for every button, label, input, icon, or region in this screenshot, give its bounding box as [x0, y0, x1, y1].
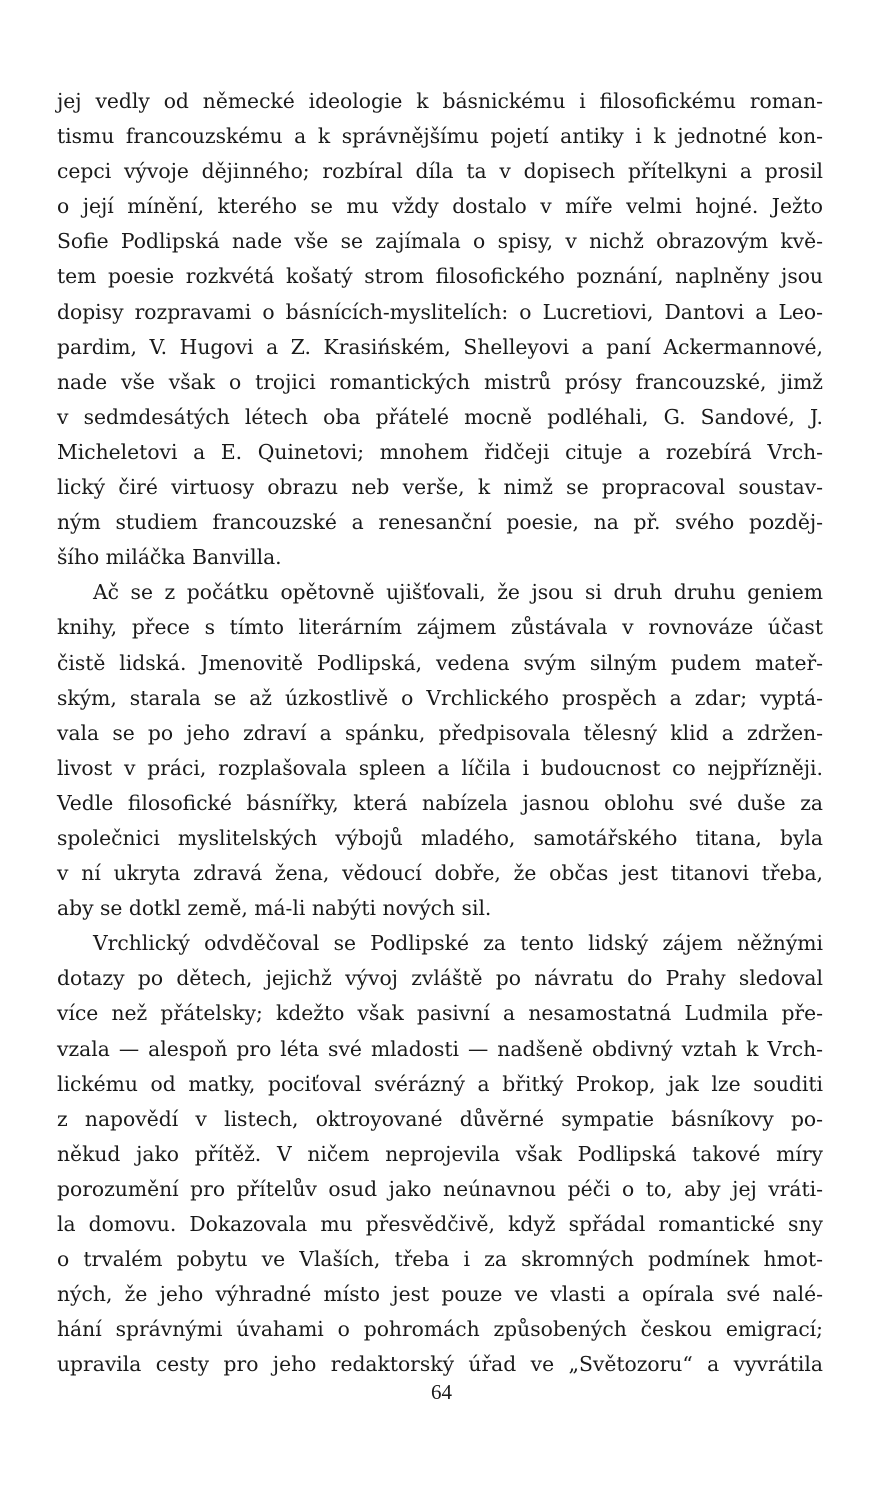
text-line: v sedmdesátých létech oba přátelé mocně podléhali, G. Sandové, J. — [57, 404, 823, 429]
text-line: Micheletovi a E. Quinetovi; mnohem řidčeji cituje a rozebírá Vrch- — [57, 439, 823, 464]
text-line: v ní ukryta zdravá žena, vědoucí dobře, že občas jest titanovi třeba, — [57, 861, 823, 886]
text-line: lickému od matky, pociťoval svérázný a břitký Prokop, jak lze souditi — [57, 1071, 823, 1096]
text-line: ným studiem francouzské a renesanční poesie, na př. svého pozděj- — [57, 510, 823, 535]
paragraph-1 — [57, 84, 823, 575]
text-line: knihy, přece s tímto literárním zájmem zůstávala v rovnováze účast — [57, 615, 823, 640]
text-line: šího miláčka Banvilla. — [57, 545, 282, 570]
text-line: upravila cesty pro jeho redaktorský úřad ve „Světozoru“ a vyvrátila — [57, 1352, 823, 1377]
text-line: dotazy po dětech, jejichž vývoj zvláště po návratu do Prahy sledoval — [57, 966, 823, 991]
text-line: Vrchlický odvděčoval se Podlipské za tento lidský zájem něžnými — [93, 931, 823, 956]
text-line: jej vedly od německé ideologie k básnickému i filosofickému roman- — [57, 89, 823, 113]
paragraph-2 — [57, 575, 823, 926]
text-line: ných, že jeho výhradné místo jest pouze ve vlasti a opírala své nalé- — [57, 1282, 823, 1307]
text-line: lický čiré virtuosy obrazu neb verše, k nimž se propracoval soustav- — [57, 475, 823, 500]
text-line: někud jako přítěž. V ničem neprojevila však Podlipská takové míry — [57, 1141, 823, 1166]
text-line: o její mínění, kterého se mu vždy dostalo v míře velmi hojné. Ježto — [57, 194, 823, 219]
paragraph-3 — [57, 926, 823, 1382]
text-line: hání správnými úvahami o pohromách způsobených českou emigrací; — [57, 1317, 823, 1342]
text-line: vala se po jeho zdraví a spánku, předpisovala tělesný klid a zdržen- — [57, 720, 823, 745]
text-line: společnici myslitelských výbojů mladého, samotářského titana, byla — [57, 825, 823, 850]
text-line: Sofie Podlipská nade vše se zajímala o spisy, v nichž obrazovým kvě- — [57, 229, 823, 254]
text-line: livost v práci, rozplašovala spleen a líčila i budoucnost co nejpřízněji. — [57, 755, 823, 780]
text-line: dopisy rozpravami o básnících-myslitelích: o Lucretiovi, Dantovi a Leo- — [57, 299, 823, 324]
text-line: ským, starala se až úzkostlivě o Vrchlického prospěch a zdar; vyptá- — [57, 685, 823, 710]
page-number: 64 — [431, 1380, 452, 1404]
text-line: o trvalém pobytu ve Vlaších, třeba i za skromných podmínek hmot- — [57, 1247, 823, 1272]
text-line: z napovědí v listech, oktroyované důvěrné sympatie básníkovy po- — [57, 1106, 823, 1131]
text-line: Vedle filosofické básnířky, která nabízela jasnou oblohu své duše za — [57, 790, 823, 815]
body-text — [57, 84, 823, 1382]
text-line: aby se dotkl země, má-li nabýti nových sil. — [57, 896, 492, 921]
text-line: nade vše však o trojici romantických mistrů prósy francouzské, jimž — [57, 369, 823, 394]
text-line: vzala — alespoň pro léta své mladosti — nadšeně obdivný vztah k Vrch- — [57, 1036, 823, 1061]
text-line: porozumění pro přítelův osud jako neúnavnou péči o to, aby jej vráti- — [57, 1176, 823, 1201]
text-line: Ač se z počátku opětovně ujišťovali, že jsou si druh druhu geniem — [93, 580, 823, 605]
text-line: tem poesie rozkvétá košatý strom filosofického poznání, naplněny jsou — [57, 264, 823, 289]
text-line: pardim, V. Hugovi a Z. Krasińském, Shelleyovi a paní Ackermannové, — [57, 334, 823, 359]
text-line: čistě lidská. Jmenovitě Podlipská, vedena svým silným pudem mateř- — [57, 650, 823, 675]
text-line: více než přátelsky; kdežto však pasivní a nesamostatná Ludmila pře- — [57, 1001, 823, 1026]
text-line: cepci vývoje dějinného; rozbíral díla ta v dopisech přítelkyni a prosil — [57, 159, 823, 184]
text-line: tismu francouzskému a k správnějšímu pojetí antiky i k jednotné kon- — [57, 124, 823, 149]
text-line: la domovu. Dokazovala mu přesvědčivě, když spřádal romantické sny — [57, 1212, 823, 1236]
